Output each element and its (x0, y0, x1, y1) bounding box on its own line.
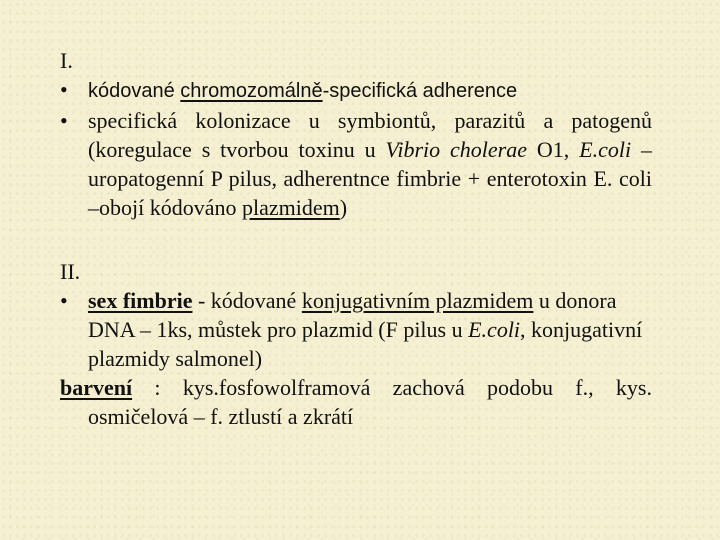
bullet-text-2: O1, (527, 137, 580, 162)
bullet-icon: • (60, 108, 68, 133)
staining-text: : kys.fosfowolframová zachová podobu f., kys. osmičelová – f. ztlustí a zkrátí (88, 375, 652, 429)
bullet-text-3: – uropatogenní P pilus, adherentnce fimbrie + enterotoxin E. coli –obojí kódováno (88, 137, 653, 220)
bullet-text-1: specifická kolonizace u symbiontů, parazitů a patogenů (koregulace s tvorbou toxinu u (88, 108, 652, 162)
link-sex-fimbrie[interactable]: sex fimbrie (88, 288, 193, 313)
bullet-colonization (60, 106, 652, 222)
staining-paragraph (60, 373, 652, 431)
bullet-icon: • (60, 288, 68, 313)
link-konjugativnim-plazmidem[interactable]: konjugativním plazmidem (301, 288, 534, 313)
bullet-sex-fimbrie (60, 286, 652, 373)
bullet-text-2: u donora DNA – 1ks, můstek pro plazmid (F pilus u (88, 288, 617, 342)
slide-content (60, 46, 652, 431)
section-2-heading: II. (60, 259, 81, 284)
bullet-text-post: -specifická adherence (322, 80, 518, 102)
species-vibrio-cholerae: Vibrio cholerae (385, 137, 527, 162)
bullet-text-pre: kódované (88, 80, 181, 102)
bullet-icon: • (60, 77, 68, 102)
species-e-coli: E.coli (579, 137, 632, 162)
section-spacer (60, 222, 652, 257)
section-1-heading: I. (60, 48, 73, 73)
link-chromozomalne[interactable]: chromozomálně (180, 80, 323, 102)
species-e-coli: E.coli (468, 317, 521, 342)
bullet-text-1: - kódované (192, 288, 302, 313)
link-plazmidem[interactable]: plazmidem (242, 195, 340, 220)
link-barveni[interactable]: barvení (60, 375, 133, 400)
bullet-text-3: , konjugativní plazmidy salmonel) (88, 317, 643, 371)
bullet-chromosomal-adherence (60, 75, 652, 106)
bullet-close-paren: ) (339, 195, 348, 220)
